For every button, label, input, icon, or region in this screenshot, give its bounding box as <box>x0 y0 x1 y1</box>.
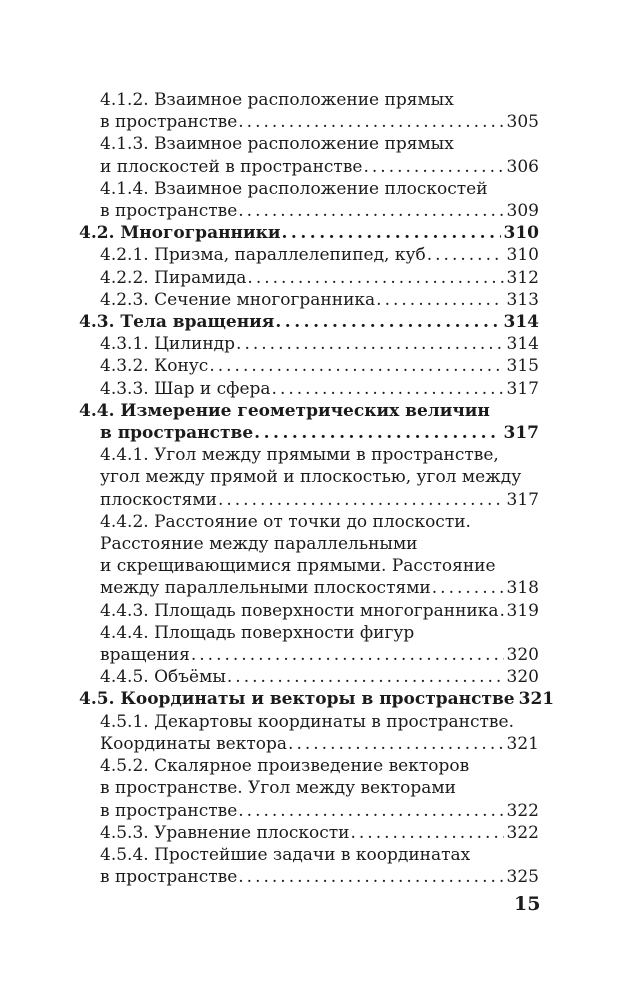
toc-entry-text: 4.4.4. Площадь поверхности фигур <box>100 622 415 643</box>
toc-entry-text: в пространстве <box>100 800 238 821</box>
table-of-contents <box>79 89 555 888</box>
toc-entry-text: 4.4.2. Расстояние от точки до плоскости. <box>100 511 471 532</box>
dot-leader <box>376 289 503 311</box>
toc-section-entry <box>79 400 539 444</box>
toc-subsection-entry <box>79 378 539 400</box>
toc-page-number: 320 <box>506 645 539 666</box>
toc-entry-text: 4.3.1. Цилиндр <box>100 334 236 355</box>
toc-page-number: 306 <box>506 156 539 177</box>
toc-entry-text: вращения <box>100 645 190 666</box>
toc-subsection-entry <box>79 244 539 266</box>
toc-subsection-entry <box>79 511 539 600</box>
dot-leader <box>236 333 504 355</box>
toc-subsection-entry <box>79 844 539 888</box>
toc-page-number: 322 <box>506 822 539 843</box>
toc-entry-text: 4.4.5. Объёмы <box>100 667 226 688</box>
toc-entry-text: 4.2.3. Сечение многогранника <box>100 289 376 310</box>
toc-entry-text: угол между прямой и плоскостью, угол между <box>100 467 522 488</box>
toc-page-number: 315 <box>506 356 539 377</box>
toc-page-number: 312 <box>506 267 539 288</box>
toc-entry-text: 4.2. Многогранники <box>79 223 281 244</box>
toc-entry-text: 4.1.4. Взаимное расположение плоскостей <box>100 178 488 199</box>
toc-page-number: 318 <box>506 578 539 599</box>
dot-leader <box>272 378 504 400</box>
dot-leader <box>238 866 503 888</box>
toc-entry-text: плоскостями <box>100 489 217 510</box>
toc-entry-text: и плоскостей в пространстве <box>100 156 363 177</box>
dot-leader <box>427 244 504 266</box>
toc-page-number: 322 <box>506 800 539 821</box>
toc-page-number: 325 <box>506 867 539 888</box>
toc-entry-text: 4.1.3. Взаимное расположение прямых <box>100 134 454 155</box>
toc-entry-text: в пространстве. Угол между векторами <box>100 778 456 799</box>
toc-section-entry <box>79 222 539 244</box>
toc-subsection-entry <box>79 600 539 622</box>
toc-subsection-entry <box>79 133 539 177</box>
dot-leader <box>247 267 503 289</box>
dot-leader <box>209 355 503 377</box>
toc-subsection-entry <box>79 333 539 355</box>
toc-section-entry <box>79 311 539 333</box>
toc-entry-text: 4.5. Координаты и векторы в пространстве <box>79 689 515 710</box>
toc-page-number: 310 <box>506 245 539 266</box>
toc-subsection-entry <box>79 355 539 377</box>
toc-entry-text: 4.5.4. Простейшие задачи в координатах <box>100 844 471 865</box>
toc-page-number: 321 <box>518 689 555 710</box>
toc-page-number: 314 <box>503 312 539 333</box>
toc-entry-text: 4.3.3. Шар и сфера <box>100 378 271 399</box>
toc-entry-text: и скрещивающимися прямыми. Расстояние <box>100 556 496 577</box>
toc-subsection-entry <box>79 444 539 511</box>
toc-entry-text: Координаты вектора <box>100 733 288 754</box>
toc-page-number: 317 <box>503 423 539 444</box>
toc-entry-text: 4.5.1. Декартовы координаты в пространстве. <box>100 711 514 732</box>
dot-leader <box>254 422 500 444</box>
toc-page-number: 319 <box>506 600 539 621</box>
toc-entry-text: 4.5.2. Скалярное произведение векторов <box>100 756 470 777</box>
toc-entry-text: 4.1.2. Взаимное расположение прямых <box>100 90 454 110</box>
toc-page-number: 320 <box>506 667 539 688</box>
dot-leader <box>281 222 500 244</box>
dot-leader <box>227 666 504 688</box>
dot-leader <box>191 644 504 666</box>
toc-page-number: 305 <box>506 112 539 133</box>
toc-subsection-entry <box>79 822 539 844</box>
toc-subsection-entry <box>79 755 539 822</box>
toc-subsection-entry <box>79 89 539 133</box>
toc-entry-text: 4.2.1. Призма, параллелепипед, куб <box>100 245 426 266</box>
toc-entry-text: 4.4.1. Угол между прямыми в пространстве, <box>100 445 499 466</box>
dot-leader <box>218 489 504 511</box>
dot-leader <box>350 822 503 844</box>
toc-page-number: 313 <box>506 289 539 310</box>
toc-entry-text: между параллельными плоскостями <box>100 578 431 599</box>
toc-entry-text: 4.3. Тела вращения <box>79 312 275 333</box>
dot-leader <box>288 733 504 755</box>
toc-page-number: 309 <box>506 201 539 222</box>
toc-entry-text: в пространстве <box>100 423 254 444</box>
toc-subsection-entry <box>79 666 539 688</box>
dot-leader <box>500 600 504 622</box>
toc-entry-text: в пространстве <box>100 867 238 888</box>
toc-entry-text: в пространстве <box>100 201 238 222</box>
dot-leader <box>275 311 500 333</box>
toc-section-entry <box>79 688 555 710</box>
dot-leader <box>238 800 503 822</box>
toc-page-number: 321 <box>506 733 539 754</box>
dot-leader <box>238 111 503 133</box>
toc-subsection-entry <box>79 289 539 311</box>
dot-leader <box>363 156 503 178</box>
toc-subsection-entry <box>79 267 539 289</box>
toc-page-number: 310 <box>503 223 539 244</box>
toc-page-number: 314 <box>506 334 539 355</box>
toc-page-number: 317 <box>506 489 539 510</box>
toc-subsection-entry <box>79 178 539 222</box>
dot-leader <box>238 200 503 222</box>
toc-page-number: 317 <box>506 378 539 399</box>
toc-subsection-entry <box>79 622 539 666</box>
toc-entry-text: 4.2.2. Пирамида <box>100 267 247 288</box>
toc-subsection-entry <box>79 711 539 755</box>
toc-entry-text: 4.4.3. Площадь поверхности многогранника <box>100 600 499 621</box>
toc-entry-text: 4.3.2. Конус <box>100 356 209 377</box>
dot-leader <box>432 577 504 599</box>
toc-entry-text: Расстояние между параллельными <box>100 534 418 555</box>
toc-entry-text: 4.5.3. Уравнение плоскости <box>100 822 350 843</box>
page-number: 15 <box>514 893 541 915</box>
toc-entry-text: 4.4. Измерение геометрических величин <box>79 400 490 421</box>
toc-entry-text: в пространстве <box>100 112 238 133</box>
